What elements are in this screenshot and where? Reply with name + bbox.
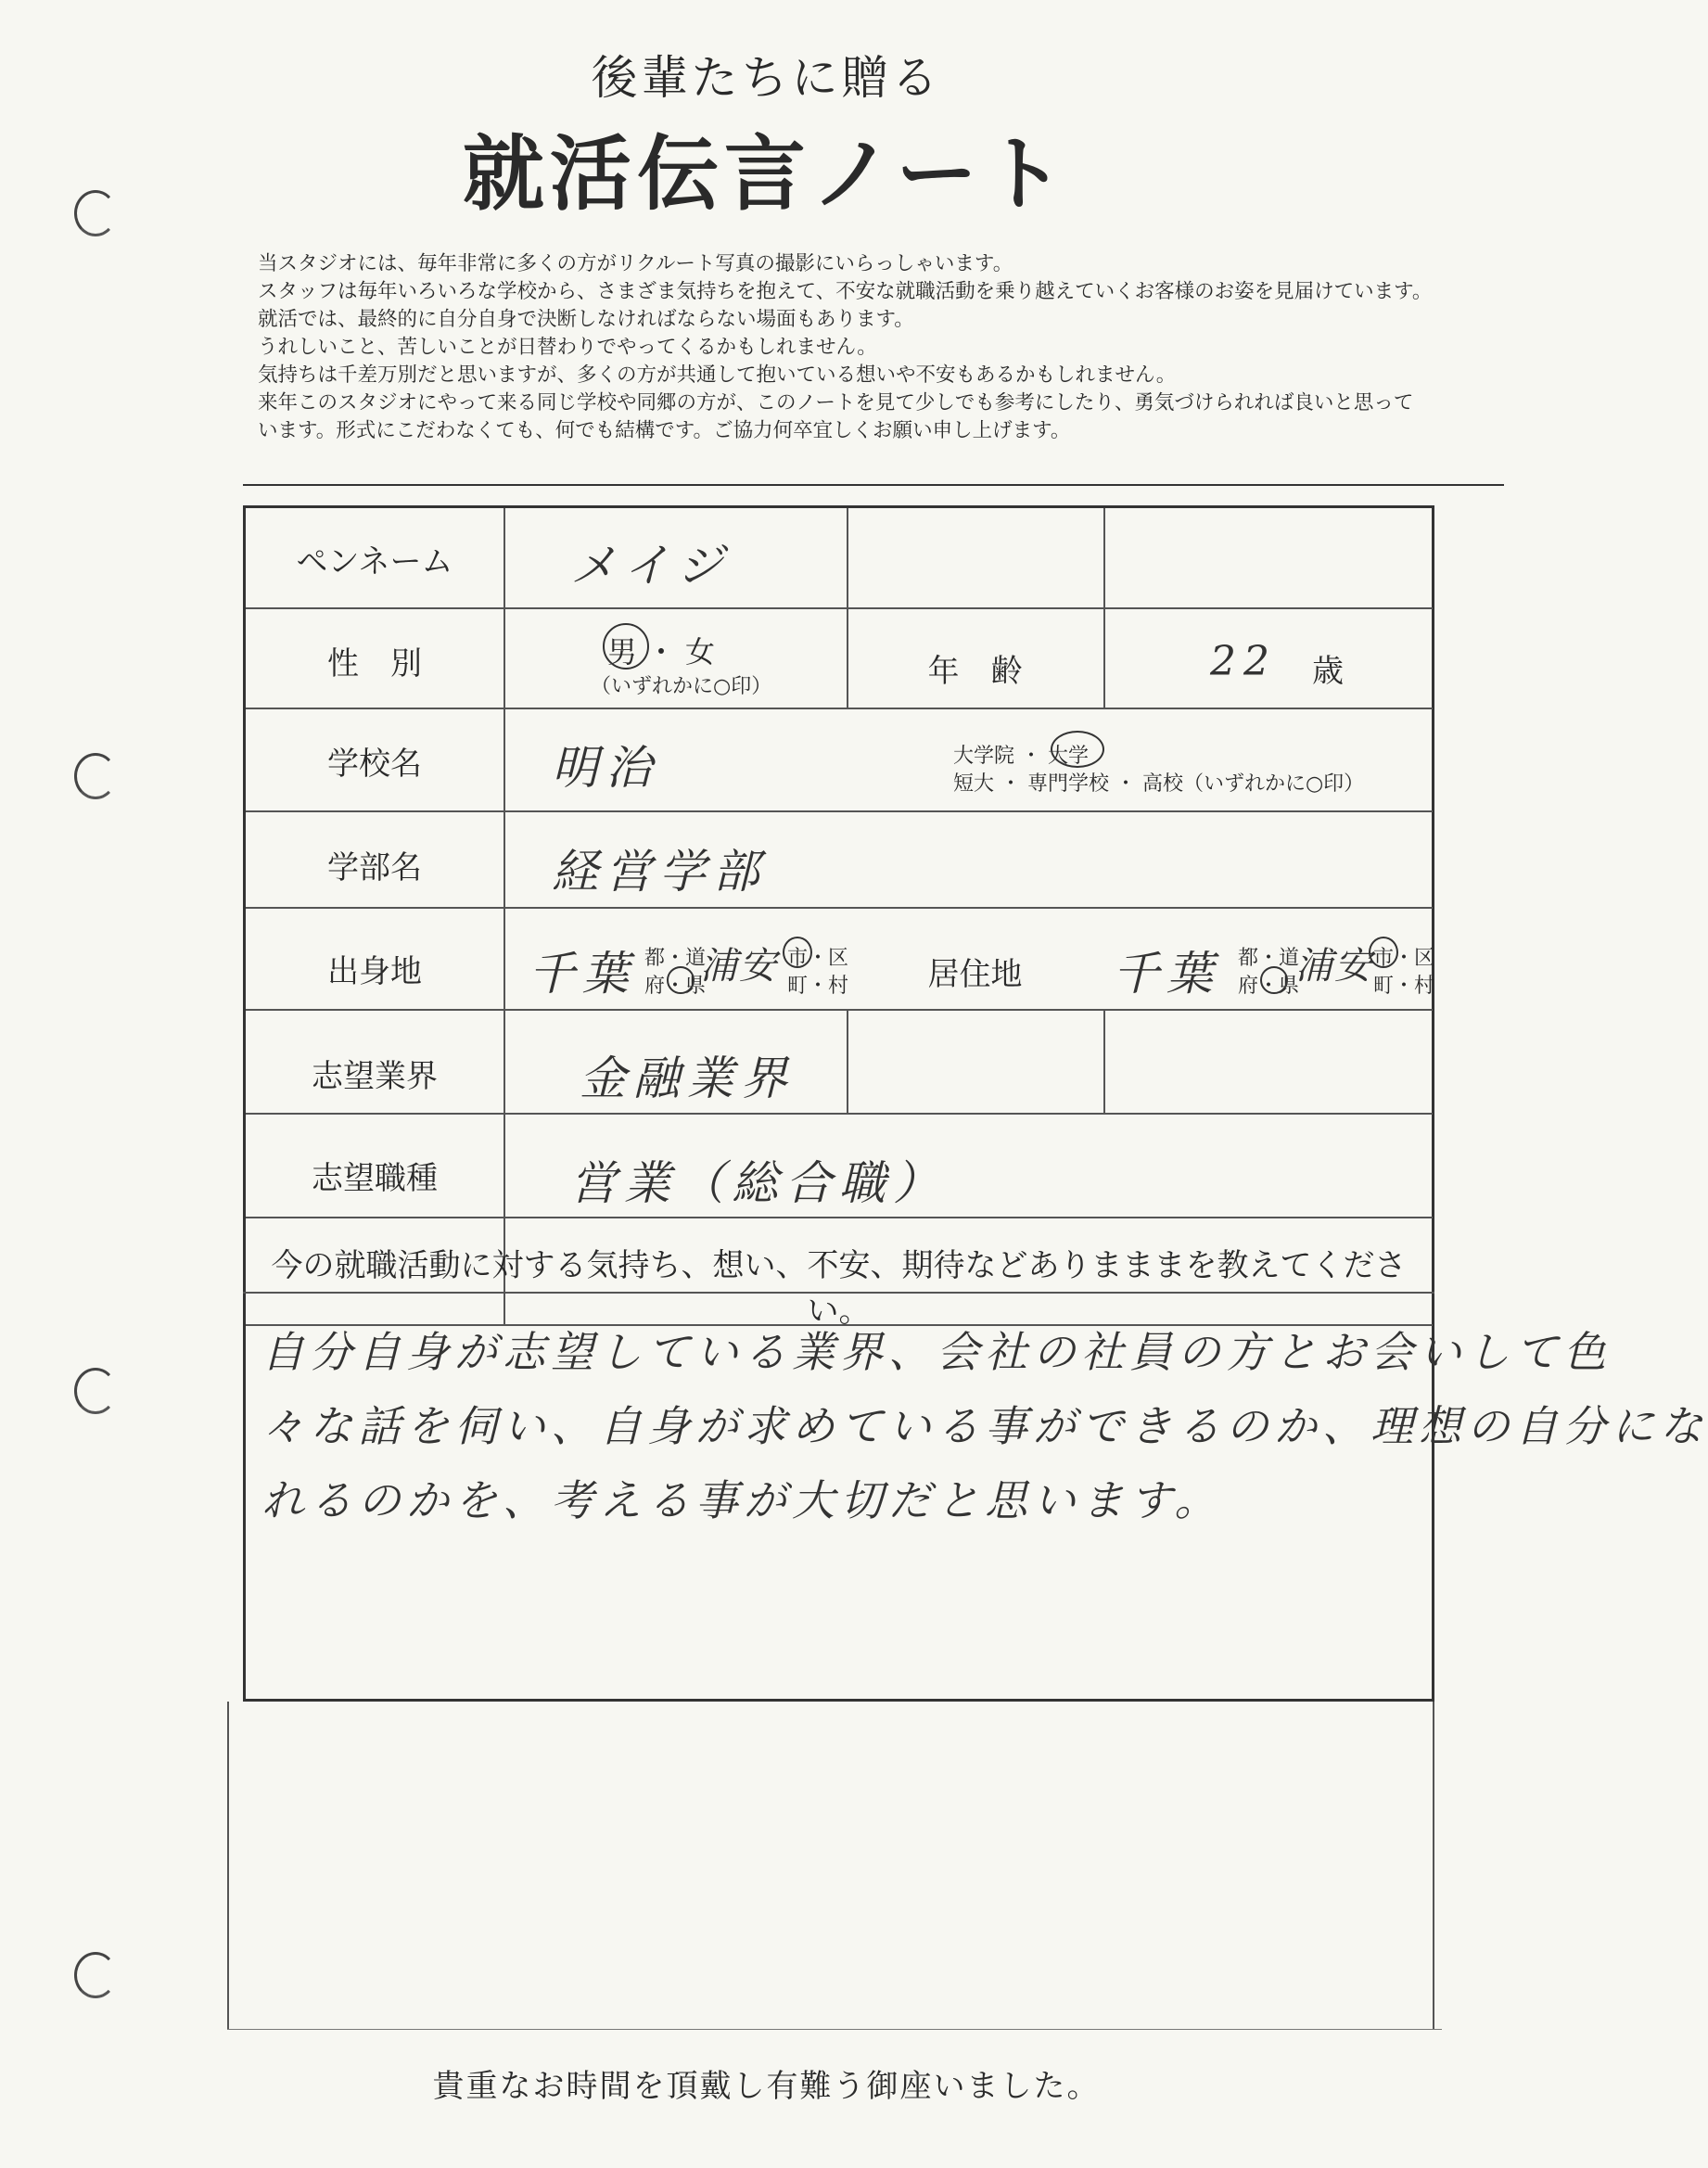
label-pen-name: ペンネーム xyxy=(296,543,453,580)
city-suffix-top: 市・区 xyxy=(1373,947,1435,970)
closing-message: 貴重なお時間を頂戴し有難う御座いました。 xyxy=(432,2068,1101,2105)
box-edge xyxy=(227,1702,229,2029)
residence-city-value: 浦安 xyxy=(1295,945,1373,988)
residence-pref-value: 千葉 xyxy=(1113,947,1220,1001)
intro-line: 来年このスタジオにやって来る同じ学校や同郷の方が、このノートを見て少しでも参考にしたり、勇気づけられれば良いと思って xyxy=(258,391,1414,414)
label-hometown: 出身地 xyxy=(327,953,422,990)
intro-line: 気持ちは千差万別だと思いますが、多くの方が共通して抱いている想いや不安もあるかもしれません。 xyxy=(258,363,1177,387)
row-divider xyxy=(246,1217,1433,1218)
binder-hole xyxy=(74,1952,117,1998)
pref-selected-circle xyxy=(667,966,695,994)
city-suffix-top: 市・区 xyxy=(787,947,849,970)
pref-selected-circle xyxy=(1260,966,1288,994)
gender-options: 男・女 xyxy=(607,634,725,670)
pref-suffix-bottom: 府・県 xyxy=(644,975,707,998)
intro-line: 就活では、最終的に自分自身で決断しなければならない場面もあります。 xyxy=(258,308,914,331)
intro-line: 当スタジオには、毎年非常に多くの方がリクルート写真の撮影にいらっしゃいます。 xyxy=(258,252,1013,275)
job-type-value: 営業（総合職） xyxy=(570,1156,947,1210)
faculty-value: 経営学部 xyxy=(552,845,767,899)
city-selected-circle xyxy=(1369,937,1398,968)
label-school: 学校名 xyxy=(327,746,422,783)
school-types-line2: 短大 ・ 専門学校 ・ 高校（いずれかに○印） xyxy=(953,772,1365,796)
divider xyxy=(243,484,1504,486)
label-industry: 志望業界 xyxy=(312,1058,438,1095)
intro-text xyxy=(258,250,1510,445)
label-residence: 居住地 xyxy=(927,956,1023,993)
box-edge xyxy=(1433,1702,1434,2029)
answer-line: 自分自身が志望している業界、会社の社員の方とお会いして色 xyxy=(261,1327,1612,1377)
column-divider xyxy=(503,508,505,1324)
answer-line: 々な話を伺い、自身が求めている事ができるのか、理想の自分にな xyxy=(261,1401,1708,1451)
label-age: 年 齢 xyxy=(927,653,1023,690)
intro-line: スタッフは毎年いろいろな学校から、さまざま気持ちを抱えて、不安な就職活動を乗り越えていくお客様のお姿を見届けています。 xyxy=(258,280,1433,303)
row-divider xyxy=(246,708,1433,709)
school-types-line1: 大学院 ・ 大学 xyxy=(953,745,1089,768)
intro-line: うれしいこと、苦しいことが日替わりでやってくるかもしれません。 xyxy=(258,336,877,359)
row-divider xyxy=(246,907,1433,909)
school-selected-circle xyxy=(1051,731,1104,768)
intro-line: います。形式にこだわなくても、何でも結構です。ご協力何卒宜しくお願い申し上げます。 xyxy=(258,419,1071,442)
label-faculty: 学部名 xyxy=(327,849,422,886)
pref-suffix-top: 都・道 xyxy=(644,947,707,970)
binder-hole xyxy=(74,1368,117,1414)
industry-value: 金融業界 xyxy=(580,1052,795,1105)
column-divider xyxy=(847,1009,848,1113)
binder-hole xyxy=(74,753,117,799)
divider xyxy=(243,1292,1434,1294)
page-title: 就活伝言ノート xyxy=(462,126,1071,222)
hometown-pref-value: 千葉 xyxy=(529,947,636,1001)
row-divider xyxy=(246,1009,1433,1011)
divider xyxy=(227,2029,1442,2030)
row-divider xyxy=(246,1113,1433,1115)
label-gender: 性 別 xyxy=(327,645,422,682)
answer-line: れるのかを、考える事が大切だと思います。 xyxy=(261,1475,1223,1525)
age-value: 22 xyxy=(1210,638,1277,685)
gender-selected-circle xyxy=(603,623,649,670)
column-divider xyxy=(1103,508,1105,708)
pref-suffix-top: 都・道 xyxy=(1238,947,1300,970)
label-job-type: 志望職種 xyxy=(312,1160,438,1197)
school-value: 明治 xyxy=(552,741,659,795)
hometown-city-value: 浦安 xyxy=(700,945,778,988)
row-divider xyxy=(246,810,1433,812)
city-suffix-bottom: 町・村 xyxy=(1373,975,1435,998)
free-text-question: 今の就職活動に対する気持ち、想い、不安、期待などありまままを教えてください。 xyxy=(271,1247,1407,1330)
age-unit: 歳 xyxy=(1312,653,1344,690)
city-suffix-bottom: 町・村 xyxy=(787,975,849,998)
row-divider xyxy=(246,607,1433,609)
column-divider xyxy=(1103,1009,1105,1113)
gender-hint: （いずれかに○印） xyxy=(591,675,772,698)
city-selected-circle xyxy=(783,937,812,968)
pref-suffix-bottom: 府・県 xyxy=(1238,975,1300,998)
page-subtitle: 後輩たちに贈る xyxy=(591,51,942,105)
pen-name-value: メイジ xyxy=(570,539,731,593)
